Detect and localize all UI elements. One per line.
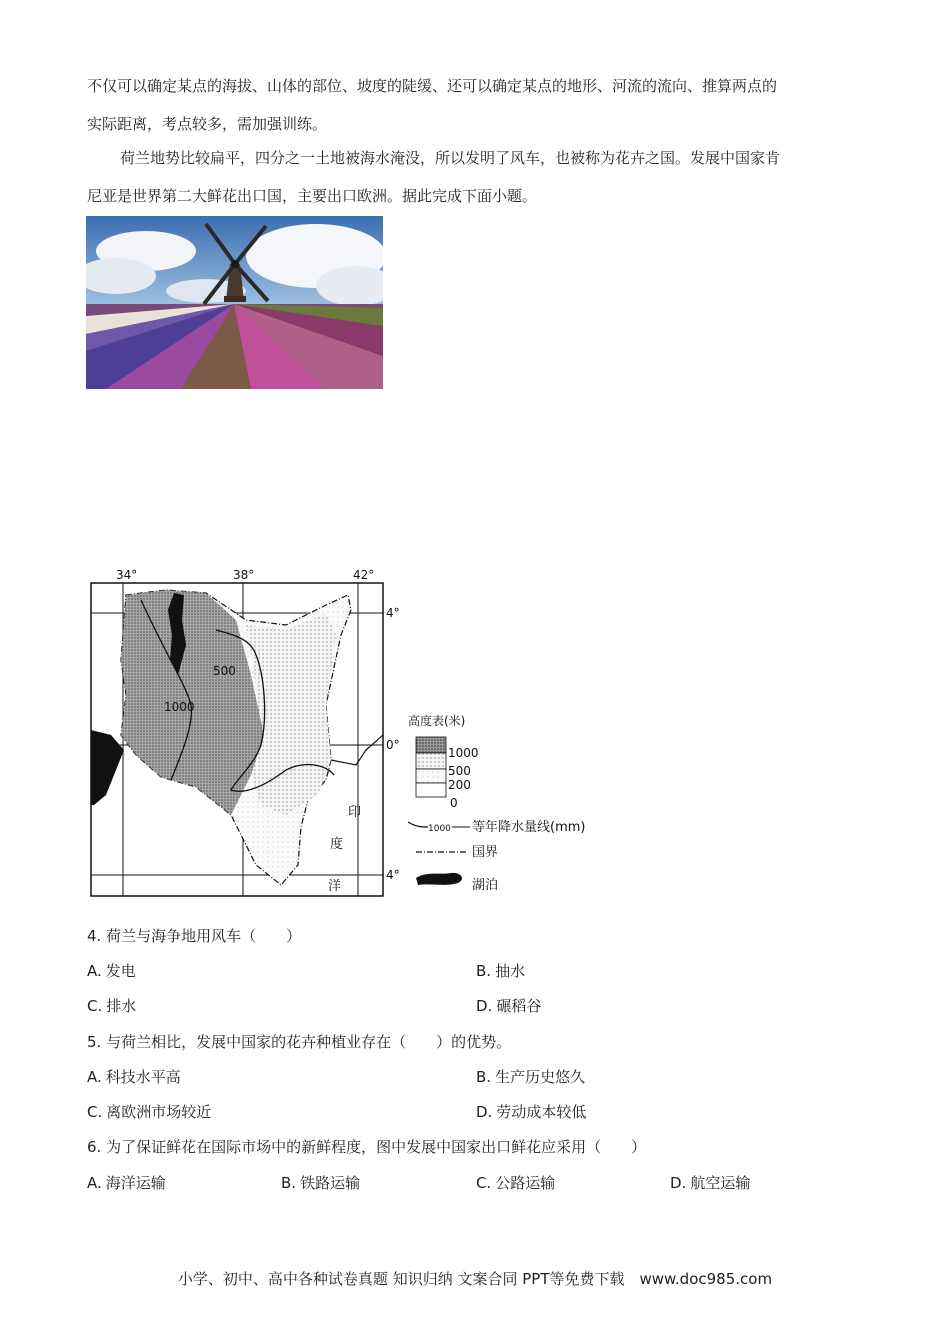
intro-line-2: 实际距离，考点较多，需加强训练。: [87, 115, 328, 133]
legend-border-text: 国界: [472, 845, 499, 860]
option-text: 铁路运输: [300, 1174, 361, 1192]
option-label: A.: [87, 1068, 102, 1086]
lat-label-4s: 4°: [386, 868, 400, 882]
lon-label-34: 34°: [116, 568, 138, 582]
legend-elev-1000: 1000: [448, 746, 479, 760]
option-text: 劳动成本较低: [496, 1103, 587, 1121]
option-text: 发电: [105, 962, 136, 980]
option-text: 离欧洲市场较近: [106, 1103, 212, 1121]
option-label: C.: [87, 997, 103, 1015]
option-label: A.: [87, 962, 102, 980]
option-text: 公路运输: [495, 1174, 556, 1192]
option-label: C.: [476, 1174, 492, 1192]
q6-option-c[interactable]: [476, 1173, 555, 1193]
option-text: 航空运输: [690, 1174, 751, 1192]
q6-option-b[interactable]: [281, 1173, 360, 1193]
ocean-label-2: 度: [330, 837, 344, 852]
legend-lake-text: 湖泊: [472, 878, 499, 893]
option-label: B.: [281, 1174, 297, 1192]
isohyet-label-1000: 1000: [164, 700, 195, 714]
ocean-label-1: 印: [348, 805, 362, 820]
kenya-map: [86, 565, 606, 905]
q4-option-d[interactable]: [476, 996, 541, 1016]
q5-option-d[interactable]: [476, 1102, 586, 1122]
q6-option-a[interactable]: [87, 1173, 166, 1193]
lon-label-38: 38°: [233, 568, 255, 582]
option-text: 抽水: [495, 962, 526, 980]
option-text: 生产历史悠久: [495, 1068, 586, 1086]
q5-option-b[interactable]: [476, 1067, 585, 1087]
option-text: 排水: [106, 997, 137, 1015]
lat-label-4n: 4°: [386, 606, 400, 620]
legend-elev-0: 0: [450, 796, 458, 810]
windmill-tulip-photo: [86, 216, 383, 389]
map-legend: [408, 713, 585, 893]
q4-option-c[interactable]: [87, 996, 136, 1016]
option-label: D.: [476, 1103, 493, 1121]
stem-line-1: 荷兰地势比较扁平，四分之一土地被海水淹没，所以发明了风车，也被称为花卉之国。发展中国家肯: [120, 149, 781, 167]
option-label: A.: [87, 1174, 102, 1192]
option-label: B.: [476, 1068, 492, 1086]
question-5-stem: 5. 与荷兰相比，发展中国家的花卉种植业存在（ ）的优势。: [87, 1033, 512, 1051]
q4-option-a[interactable]: [87, 961, 136, 981]
intro-line-1: 不仅可以确定某点的海拔、山体的部位、坡度的陡缓、还可以确定某点的地形、河流的流向、推算两点的: [87, 77, 778, 95]
page-footer: 小学、初中、高中各种试卷真题 知识归纳 文案合同 PPT等免费下载 www.doc985.com: [177, 1270, 773, 1288]
question-4-stem: 4. 荷兰与海争地用风车（ ）: [87, 927, 302, 945]
option-text: 海洋运输: [105, 1174, 166, 1192]
lat-label-0: 0°: [386, 738, 400, 752]
legend-isohyet-text: 等年降水量线(mm): [472, 820, 586, 835]
option-label: D.: [476, 997, 493, 1015]
legend-elev-200: 200: [448, 778, 471, 792]
q6-option-d[interactable]: [670, 1173, 750, 1193]
q5-option-c[interactable]: [87, 1102, 211, 1122]
q4-option-b[interactable]: [476, 961, 525, 981]
stem-line-2: 尼亚是世界第二大鲜花出口国，主要出口欧洲。据此完成下面小题。: [87, 187, 538, 205]
ocean-label-3: 洋: [328, 879, 342, 894]
option-label: D.: [670, 1174, 687, 1192]
question-6-stem: 6. 为了保证鲜花在国际市场中的新鲜程度，图中发展中国家出口鲜花应采用（ ）: [87, 1138, 647, 1156]
option-text: 科技水平高: [105, 1068, 181, 1086]
lon-label-42: 42°: [353, 568, 375, 582]
isohyet-label-500: 500: [213, 664, 236, 678]
option-text: 碾稻谷: [496, 997, 542, 1015]
legend-elev-500: 500: [448, 764, 471, 778]
option-label: C.: [87, 1103, 103, 1121]
legend-title: 高度表(米): [408, 714, 466, 728]
legend-isohyet-sample: 1000: [428, 824, 451, 834]
option-label: B.: [476, 962, 492, 980]
q5-option-a[interactable]: [87, 1067, 181, 1087]
